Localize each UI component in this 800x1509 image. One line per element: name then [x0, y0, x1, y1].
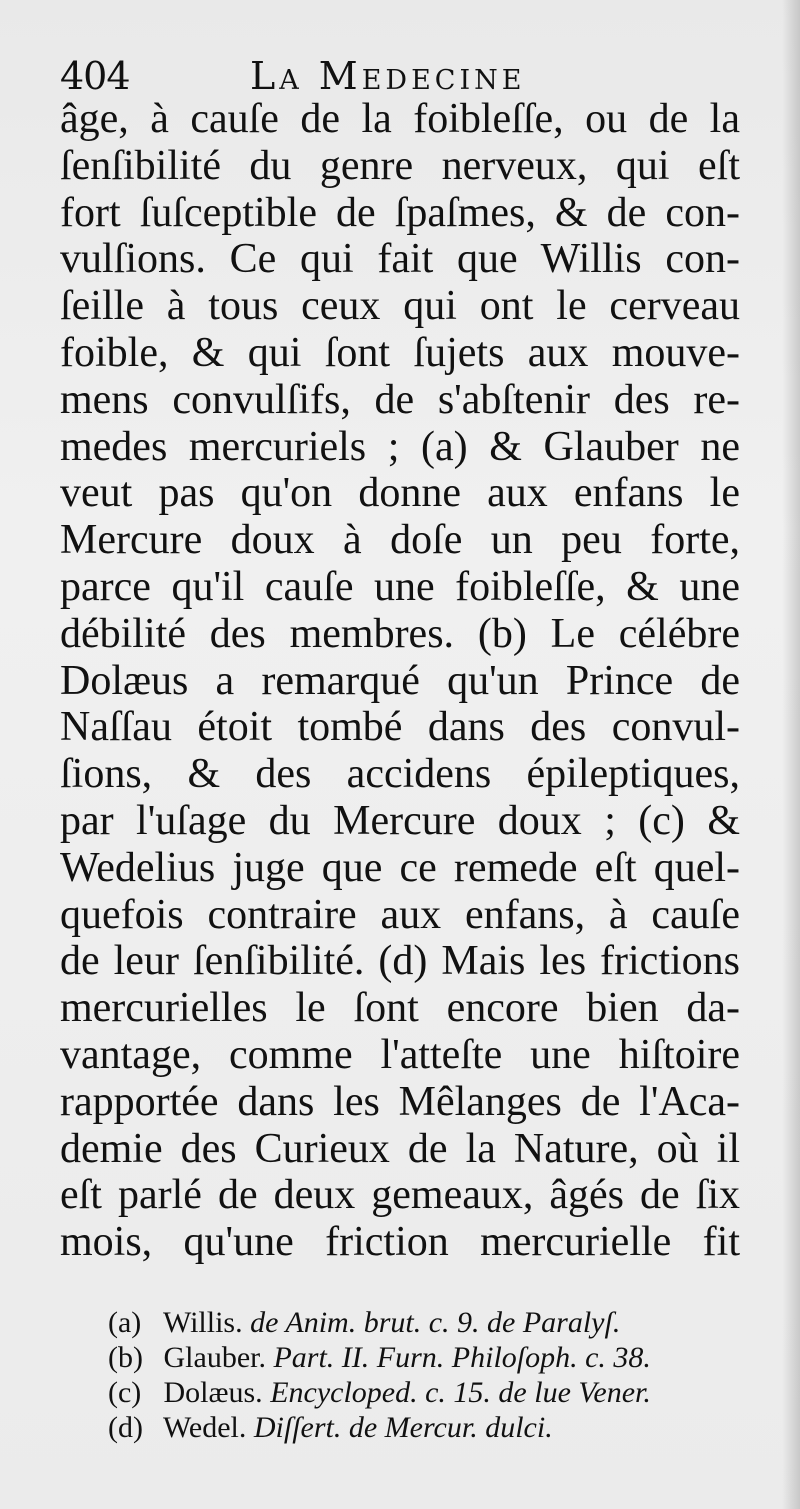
text-line: parce qu'il cauſe une foibleſſe, & une [60, 563, 740, 610]
text-line: ſeille à tous ceux qui ont le cerveau [60, 283, 740, 330]
page-number: 404 [60, 54, 130, 98]
text-line: eſt parlé de deux gemeaux, âgés de ſix [60, 1172, 740, 1219]
text-line: mens convulſifs, de s'abſtenir des re- [60, 376, 740, 423]
text-line: medes mercuriels ; (a) & Glauber ne [60, 423, 740, 470]
text-line: rapportée dans les Mêlanges de l'Aca- [60, 1078, 740, 1125]
text-line: fort ſuſceptible de ſpaſmes, & de con- [60, 189, 740, 236]
footnote-author: Wedel. [162, 1411, 254, 1444]
text-line: débilité des membres. (b) Le célébre [60, 610, 740, 657]
page-header [60, 52, 750, 100]
text-line: vantage, comme l'atteſte une hiſtoire [60, 1031, 740, 1078]
footnote-work: Diſſert. de Mercur. dulci. [253, 1411, 553, 1444]
footnote [108, 1340, 728, 1375]
text-line: de leur ſenſibilité. (d) Mais les frictions [60, 938, 740, 985]
footnote-label: (a) [108, 1306, 142, 1339]
footnote-work: Part. II. Furn. Philoſoph. c. 38. [273, 1341, 651, 1374]
footnote-author: Glauber. [163, 1341, 274, 1374]
text-line: mois, qu'une friction mercurielle fit [60, 1219, 740, 1266]
footnote [108, 1375, 728, 1410]
text-line: demie des Curieux de la Nature, où il [60, 1125, 740, 1172]
footnote-author: Dolæus. [163, 1376, 271, 1409]
text-line: mercurielles le ſont encore bien da- [60, 985, 740, 1032]
footnote-label: (c) [108, 1376, 142, 1409]
text-line: Wedelius juge que ce remede eſt quel- [60, 844, 740, 891]
footnote-label: (b) [108, 1341, 143, 1374]
text-line: Mercure doux à doſe un peu forte, [60, 517, 740, 564]
text-line: ſions, & des accidens épileptiques, [60, 751, 740, 798]
text-line: foible, & qui ſont ſujets aux mouve- [60, 329, 740, 376]
text-line: Naſſau étoit tombé dans des convul- [60, 704, 740, 751]
footnote-label: (d) [108, 1411, 143, 1444]
footnote [108, 1410, 728, 1445]
text-line: par l'uſage du Mercure doux ; (c) & [60, 797, 740, 844]
running-title: La Medecine [250, 54, 526, 98]
text-line: âge, à cauſe de la foibleſſe, ou de la [60, 96, 740, 142]
footnote-work: Encycloped. c. 15. de lue Vener. [270, 1376, 651, 1409]
text-line: veut pas qu'on donne aux enfans le [60, 470, 740, 517]
footnotes [108, 1305, 728, 1445]
text-line: ſenſibilité du genre nerveux, qui eſt [60, 142, 740, 189]
footnote [108, 1305, 728, 1340]
footnote-author: Willis. [162, 1306, 251, 1339]
text-line: vulſions. Ce qui fait que Willis con- [60, 236, 740, 283]
text-line: Dolæus a remarqué qu'un Prince de [60, 657, 740, 704]
footnote-work: de Anim. brut. c. 9. de Paralyſ. [250, 1306, 621, 1339]
text-line: quefois contraire aux enfans, à cauſe [60, 891, 740, 938]
main-text [60, 96, 740, 1266]
